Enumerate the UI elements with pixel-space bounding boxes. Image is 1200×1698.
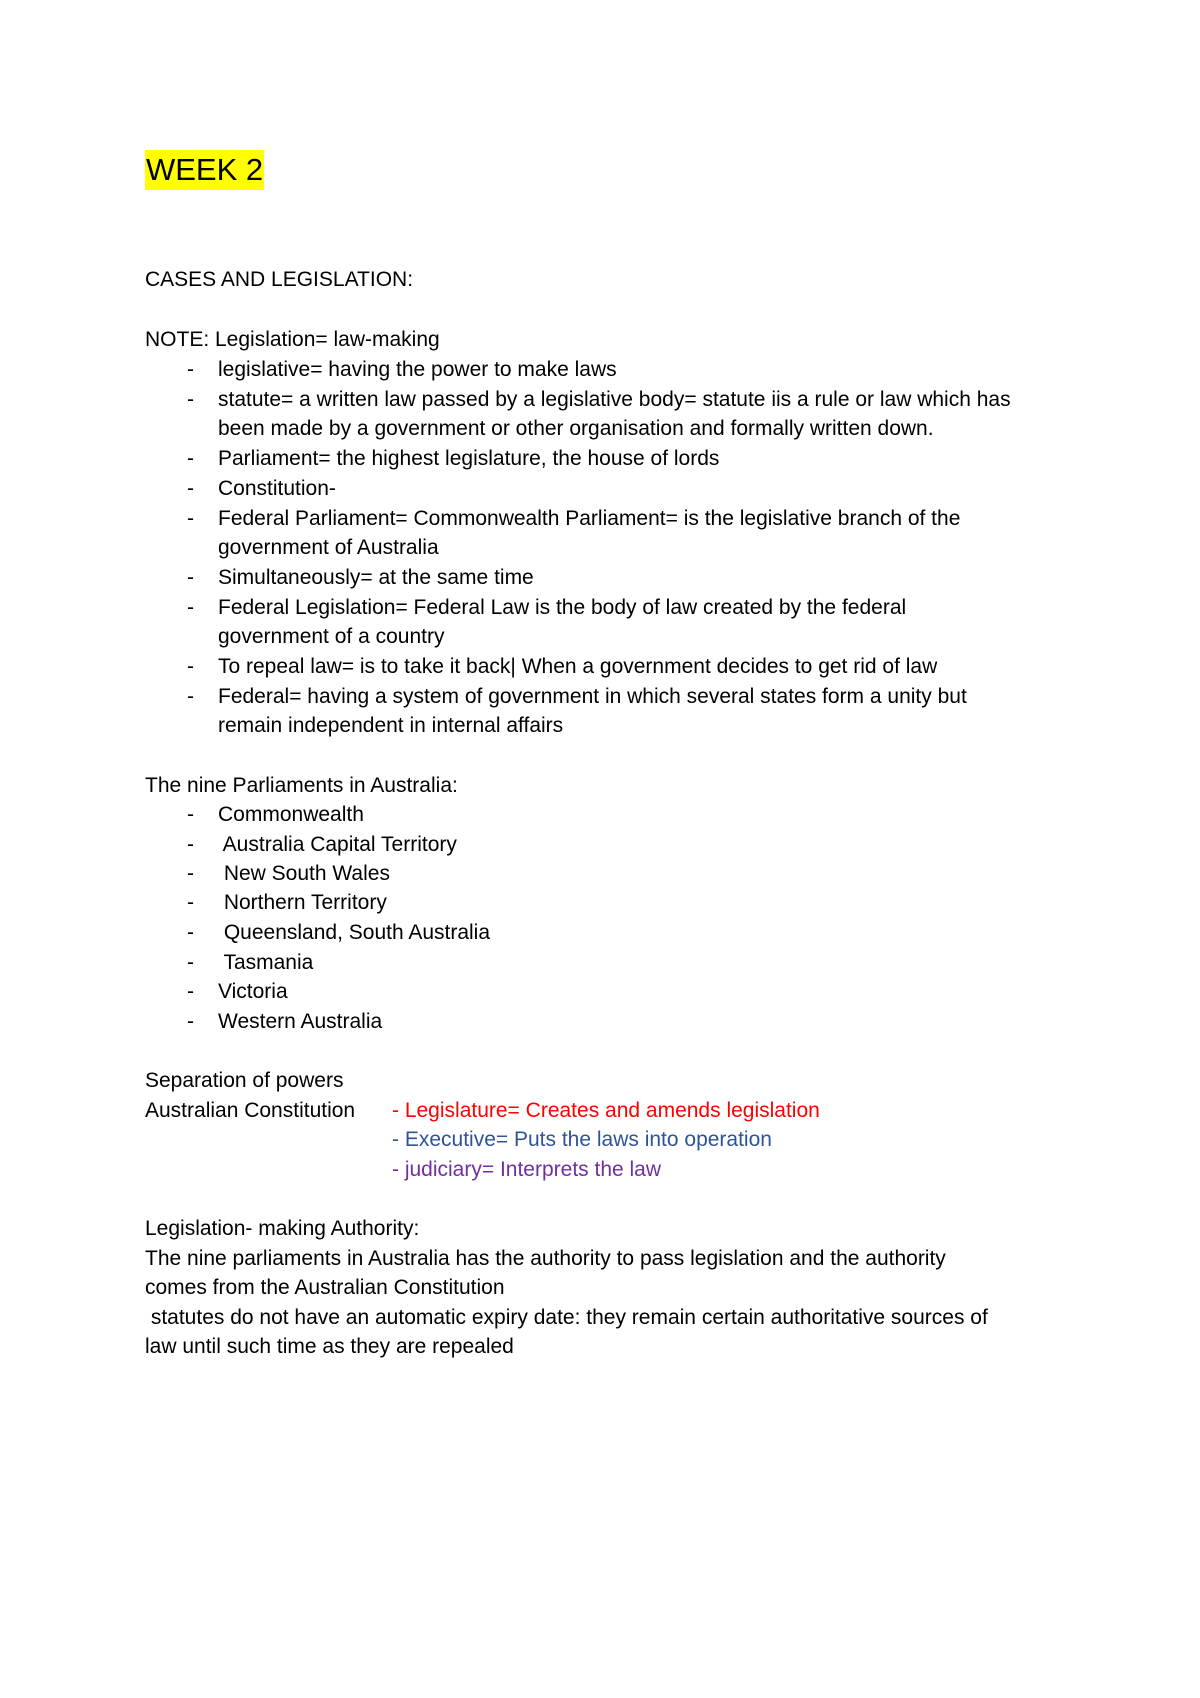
parliament-item: Australia Capital Territory [218,833,457,856]
note-item: legislative= having the power to make laws [218,358,617,381]
statutes-paragraph-line: law until such time as they are repealed [145,1335,514,1358]
parliament-item: Tasmania [218,951,314,974]
note-item: Simultaneously= at the same time [218,566,534,589]
note-item: Federal Legislation= Federal Law is the body of law created by the federal [218,596,907,619]
parliament-item: Commonwealth [218,803,364,826]
note-item: statute= a written law passed by a legislative body= statute iis a rule or law which has [218,388,1011,411]
bullet-dash: - [187,388,194,411]
bullet-dash: - [187,891,194,914]
bullet-dash: - [187,921,194,944]
authority-paragraph-line: The nine parliaments in Australia has the authority to pass legislation and the authority [145,1247,946,1270]
note-item: To repeal law= is to take it back| When a government decides to get rid of law [218,655,938,678]
bullet-dash: - [187,951,194,974]
legislature-branch: - Legislature= Creates and amends legislation [392,1099,820,1122]
bullet-dash: - [187,685,194,708]
note-item: Parliament= the highest legislature, the house of lords [218,447,720,470]
note-intro: NOTE: Legislation= law-making [145,328,440,351]
statutes-paragraph-line: statutes do not have an automatic expiry date: they remain certain authoritative sources of [145,1306,988,1329]
executive-branch: - Executive= Puts the laws into operation [392,1128,772,1151]
constitution-label: Australian Constitution [145,1099,356,1122]
note-item-continuation: been made by a government or other organisation and formally written down. [218,417,934,440]
bullet-dash: - [187,803,194,826]
parliament-item: Northern Territory [218,891,387,914]
note-item-continuation: government of a country [218,625,445,648]
bullet-dash: - [187,507,194,530]
note-item: Federal= having a system of government in which several states form a unity but [218,685,967,708]
parliament-item: Queensland, South Australia [218,921,491,944]
authority-paragraph-line: comes from the Australian Constitution [145,1276,505,1299]
authority-heading: Legislation- making Authority: [145,1217,420,1240]
bullet-dash: - [187,566,194,589]
bullet-dash: - [187,833,194,856]
bullet-dash: - [187,655,194,678]
note-item: Federal Parliament= Commonwealth Parliament= is the legislative branch of the [218,507,961,530]
judiciary-branch: - judiciary= Interprets the law [392,1158,662,1181]
bullet-dash: - [187,596,194,619]
parliaments-heading: The nine Parliaments in Australia: [145,774,458,797]
bullet-dash: - [187,447,194,470]
bullet-dash: - [187,862,194,885]
page-title: WEEK 2 [145,150,264,190]
bullet-dash: - [187,1010,194,1033]
separation-heading: Separation of powers [145,1069,344,1092]
note-item-continuation: remain independent in internal affairs [218,714,564,737]
bullet-dash: - [187,477,194,500]
section-heading: CASES AND LEGISLATION: [145,268,414,291]
bullet-dash: - [187,358,194,381]
bullet-dash: - [187,980,194,1003]
parliament-item: Western Australia [218,1010,383,1033]
note-item-continuation: government of Australia [218,536,439,559]
parliament-item: Victoria [218,980,288,1003]
note-item: Constitution- [218,477,336,500]
parliament-item: New South Wales [218,862,390,885]
